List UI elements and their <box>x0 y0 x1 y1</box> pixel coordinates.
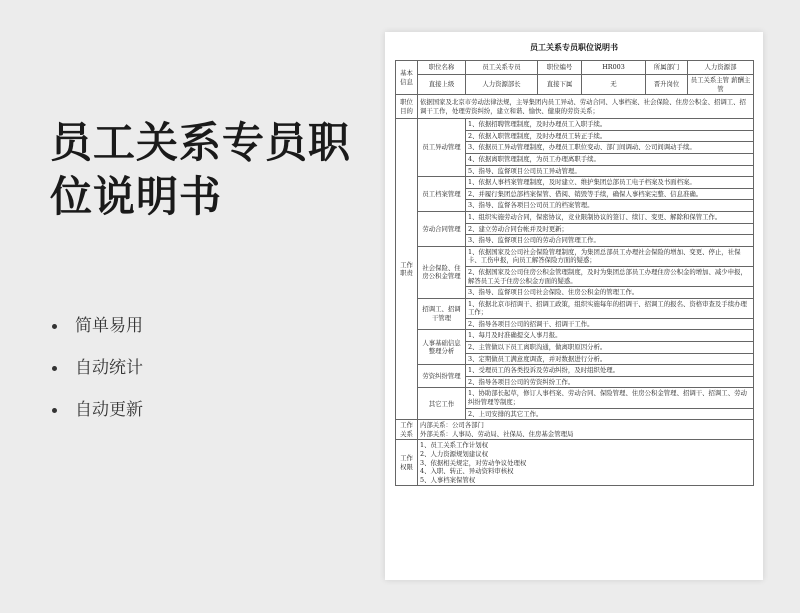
document-preview <box>385 32 763 580</box>
duty-item: 1、依据招聘管理制度，及时办理员工入职手续。 <box>466 119 754 131</box>
document-title: 员工关系专员职位说明书 <box>530 42 618 52</box>
duties-label: 工作职责 <box>396 119 418 420</box>
feature-label: 简单易用 <box>75 316 143 336</box>
duty-item: 1、受理员工的各类投诉及劳动纠纷，及时组织处理。 <box>466 365 754 377</box>
authority-item: 5、人事档案保管权 <box>420 475 476 484</box>
feature-item <box>52 312 143 354</box>
duty-item: 3、指导、监督各项目公司员工的档案管理。 <box>466 200 754 212</box>
duty-group-name: 员工异动管理 <box>418 119 466 177</box>
duty-item: 2、上司安排的其它工作。 <box>466 408 754 420</box>
duty-item: 2、并履行集团总部档案保管、借阅、销毁等手续，确保人事档案完整、信息准确。 <box>466 188 754 200</box>
authority-label: 工作权限 <box>396 440 418 486</box>
duty-item: 2、指导各项目公司的劳资纠纷工作。 <box>466 376 754 388</box>
cell: HR003 <box>582 61 646 75</box>
cell: 人力资源部 <box>688 61 754 75</box>
cell: 员工关系专员 <box>466 61 538 75</box>
duty-item: 2、依据国家及公司住房公积金管理制度，及时为集团总部员工办理住房公积金的增加、减少申报，解答员工关于住房公积金方面的疑惑。 <box>466 266 754 286</box>
cell: 职位编号 <box>538 61 582 75</box>
feature-list <box>52 312 143 438</box>
authority-item: 4、入职、转正、异动资料审核权 <box>420 467 514 476</box>
duty-item: 3、依据员工异动管理制度，办理员工职位变动、部门间调动、公司间调动手续。 <box>466 142 754 154</box>
relations-item: 外部关系：人事局、劳动局、社保局、住房基金管理局 <box>420 429 574 438</box>
cell: 无 <box>582 75 646 95</box>
cell: 职位名称 <box>418 61 466 75</box>
duty-item: 4、依据离职管理制度，为员工办理离职手续。 <box>466 153 754 165</box>
duty-item: 2、指导各项目公司的招调干、招调干工作。 <box>466 318 754 330</box>
duty-group-name: 社会保险、住房公积金管理 <box>418 246 466 298</box>
duty-item: 1、依据国家及公司社会保险管理制度，为集团总部员工办理社会保险的增加、变更、停止，社保卡、工伤申报，向员工解答保险方面的疑惑； <box>466 246 754 266</box>
cell: 晋升岗位 <box>646 75 688 95</box>
duty-item: 2、主管做以下员工离职沟通，做离职原因分析。 <box>466 342 754 354</box>
bullet-icon <box>52 366 57 371</box>
duty-group-name: 员工档案管理 <box>418 177 466 212</box>
cell: 人力资源部长 <box>466 75 538 95</box>
duty-group-name: 劳动合同管理 <box>418 211 466 246</box>
relations-label: 工作关系 <box>396 420 418 440</box>
duty-item: 3、指导、监督项目公司社会保险、住房公积金的管理工作。 <box>466 287 754 299</box>
duty-item: 5、指导、监督项目公司员工异动管理。 <box>466 165 754 177</box>
job-description-table <box>395 60 754 486</box>
authority-items <box>418 440 754 486</box>
cell: 员工关系主管 薪酬主管 <box>688 75 754 95</box>
duty-item: 3、指导、监督项目公司的劳动合同管理工作。 <box>466 235 754 247</box>
duty-item: 1、协助部长起草，修订人事档案、劳动合同、保险管理、住房公积金管理、招调干、招调工、劳动纠纷管理等制度； <box>466 388 754 408</box>
feature-label: 自动更新 <box>75 400 143 420</box>
feature-item <box>52 354 143 396</box>
authority-item: 1、员工关系工作计划权 <box>420 441 488 450</box>
duty-item: 1、依据人事档案管理制度，及时建立、维护集团总部员工电子档案及书面档案。 <box>466 177 754 189</box>
duty-item: 1、组织实施劳动合同，保密协议，竞业限制协议的签订、续订、变更、解除和保管工作。 <box>466 211 754 223</box>
duty-item: 1、每月及时准确提交人事月报。 <box>466 330 754 342</box>
duty-item: 3、定期做员工满意度调查，并对数据进行分析。 <box>466 353 754 365</box>
duty-item: 1、依据北京市招调干、招调工政策，组织实施每年的招调干、招调工的报名、资格审查及手续办理工作； <box>466 298 754 318</box>
bullet-icon <box>52 324 57 329</box>
duty-group-name: 其它工作 <box>418 388 466 420</box>
authority-item: 3、依据相关规定，对劳动争议处理权 <box>420 458 527 467</box>
bullet-icon <box>52 408 57 413</box>
relations-items <box>418 420 754 440</box>
promo-title: 员工关系专员职位说明书 <box>50 118 352 221</box>
purpose-label: 职位目的 <box>396 95 418 119</box>
duty-group-name: 人事基础信息整理分析 <box>418 330 466 365</box>
cell: 直接上级 <box>418 75 466 95</box>
feature-label: 自动统计 <box>75 358 143 378</box>
relations-item: 内部关系：公司各部门 <box>420 421 484 430</box>
basic-info-label: 基本信息 <box>396 61 418 95</box>
authority-item: 2、人力资源规划建议权 <box>420 450 488 458</box>
purpose-text: 依据国家及北京市劳动法律法规，主导集团内员工异动、劳动合同、人事档案、社会保险、住房公积金、招调工、招调干工作，处理劳资纠纷，建立和谐、愉快、健康的劳资关系； <box>418 95 754 119</box>
duty-item: 2、建立劳动合同台帐并及时更新； <box>466 223 754 235</box>
duty-group-name: 劳资纠纷管理 <box>418 365 466 388</box>
cell: 直接下属 <box>538 75 582 95</box>
cell: 所属部门 <box>646 61 688 75</box>
duty-group-name: 招调工、招调干管理 <box>418 298 466 330</box>
feature-item <box>52 396 143 438</box>
duty-item: 2、依据入职管理制度，及时办理员工转正手续。 <box>466 130 754 142</box>
